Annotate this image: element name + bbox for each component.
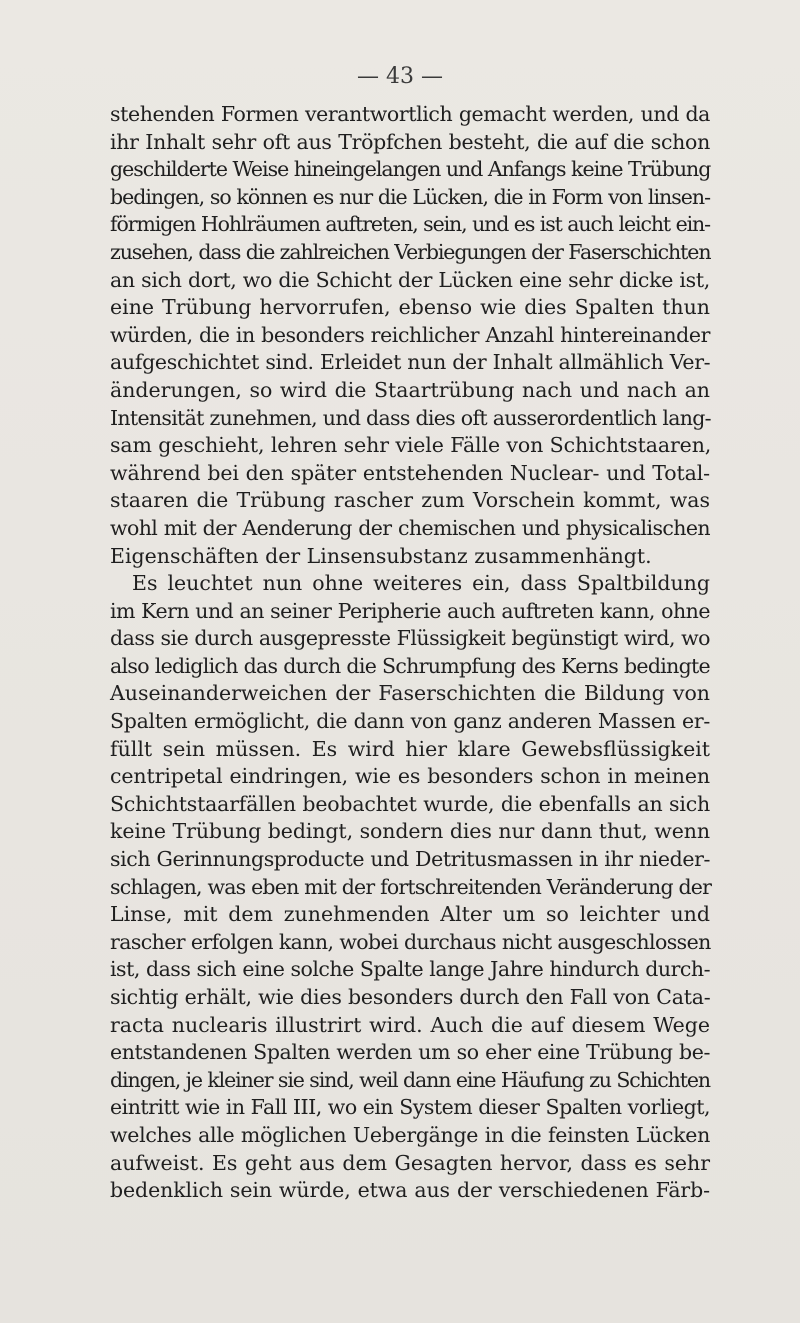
text-line: welches alle möglichen Uebergänge in die feinsten Lücken bbox=[110, 1122, 710, 1147]
text-line: aufweist. Es geht aus dem Gesagten hervor, dass es sehr bbox=[110, 1150, 710, 1175]
text-line: Schichtstaarfällen beobachtet wurde, die ebenfalls an sich bbox=[110, 791, 710, 816]
text-line: sichtig erhält, wie dies besonders durch den Fall von Cata- bbox=[110, 985, 711, 1009]
text-line: eine Trübung hervorrufen, ebenso wie dies Spalten thun bbox=[110, 295, 710, 320]
text-line: sam geschieht, lehren sehr viele Fälle von Schichtstaaren, bbox=[110, 433, 712, 458]
text-line: also lediglich das durch die Schrumpfung des Kerns bedingte bbox=[110, 653, 710, 678]
text-line: bedingen, so können es nur die Lücken, die in Form von linsen- bbox=[110, 184, 710, 209]
text-line: würden, die in besonders reichlicher Anzahl hintereinander bbox=[110, 322, 710, 347]
text-line: entstandenen Spalten werden um so eher eine Trübung be- bbox=[110, 1040, 710, 1065]
text-line: stehenden Formen verantwortlich gemacht werden, und da bbox=[110, 102, 710, 126]
text-line: Spalten ermöglicht, die dann von ganz anderen Massen er- bbox=[110, 709, 710, 734]
text-line: im Kern und an seiner Peripherie auch auftreten kann, ohne bbox=[110, 598, 710, 623]
page-number: — 43 — bbox=[357, 64, 443, 89]
text-line: füllt sein müssen. Es wird hier klare Gewebsflüssigkeit bbox=[110, 736, 710, 761]
text-line: geschilderte Weise hineingelangen und Anfangs keine Trübung bbox=[110, 157, 711, 182]
text-line: wohl mit der Aenderung der chemischen und physicalischen bbox=[110, 515, 710, 540]
text-line: sich Gerinnungsproducte und Detritusmassen in ihr nieder- bbox=[110, 847, 710, 872]
text-line: keine Trübung bedingt, sondern dies nur dann thut, wenn bbox=[110, 819, 710, 844]
text-line: Es leuchtet nun ohne weiteres ein, dass Spaltbildung bbox=[132, 571, 710, 596]
text-line: dass sie durch ausgepresste Flüssigkeit begünstigt wird, wo bbox=[110, 626, 710, 651]
text-line: centripetal eindringen, wie es besonders schon in meinen bbox=[110, 764, 710, 789]
text-line: aufgeschichtet sind. Erleidet nun der Inhalt allmählich Ver- bbox=[110, 350, 711, 375]
text-line: schlagen, was eben mit der fortschreitenden Veränderung der bbox=[110, 874, 712, 899]
text-line: ihr Inhalt sehr oft aus Tröpfchen besteht, die auf die schon bbox=[110, 129, 710, 154]
text-line: änderungen, so wird die Staartrübung nach und nach an bbox=[110, 377, 710, 402]
text-line: während bei den später entstehenden Nuclear- und Total- bbox=[110, 460, 710, 485]
text-line: an sich dort, wo die Schicht der Lücken eine sehr dicke ist, bbox=[110, 267, 710, 292]
text-line: bedenklich sein würde, etwa aus der verschiedenen Färb- bbox=[110, 1178, 710, 1203]
text-line: dingen, je kleiner sie sind, weil dann eine Häufung zu Schichten bbox=[110, 1067, 710, 1092]
text-line: staaren die Trübung rascher zum Vorschein kommt, was bbox=[110, 488, 710, 513]
text-line: ist, dass sich eine solche Spalte lange Jahre hindurch durch- bbox=[110, 957, 710, 982]
text-line: eintritt wie in Fall III, wo ein System dieser Spalten vorliegt, bbox=[110, 1095, 710, 1120]
text-line: Eigenschäften der Linsensubstanz zusammenhängt. bbox=[110, 543, 652, 568]
text-line: Intensität zunehmen, und dass dies oft ausserordentlich lang- bbox=[110, 405, 711, 430]
text-line: rascher erfolgen kann, wobei durchaus nicht ausgeschlossen bbox=[110, 929, 711, 954]
text-line: Auseinanderweichen der Faserschichten die Bildung von bbox=[110, 681, 710, 706]
body-text bbox=[110, 101, 710, 1205]
text-line: racta nuclearis illustrirt wird. Auch die auf diesem Wege bbox=[110, 1012, 710, 1037]
text-line: zusehen, dass die zahlreichen Verbiegungen der Faserschichten bbox=[110, 239, 711, 264]
text-line: Linse, mit dem zunehmenden Alter um so leichter und bbox=[110, 902, 710, 927]
text-line: förmigen Hohlräumen auftreten, sein, und es ist auch leicht ein- bbox=[110, 212, 710, 237]
